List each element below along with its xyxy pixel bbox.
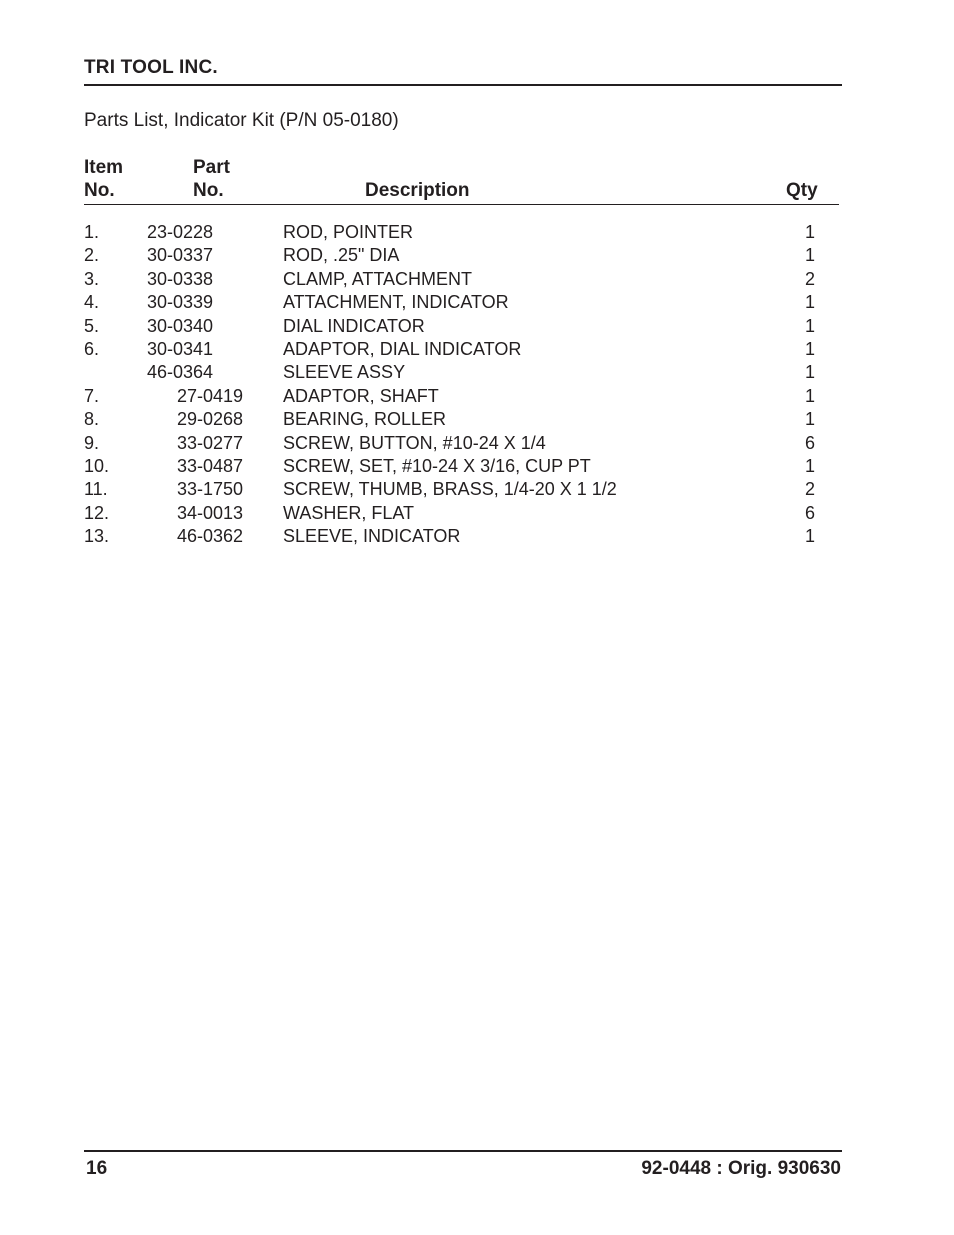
qty: 2	[804, 479, 815, 500]
part-no: 30-0340	[147, 315, 214, 336]
table-row	[0, 315, 954, 338]
part-header-line2: No.	[193, 180, 224, 201]
item-no: 1.	[84, 222, 100, 242]
table-row	[0, 385, 954, 408]
qty: 1	[804, 455, 815, 476]
qty: 1	[804, 338, 815, 359]
qty: 1	[804, 222, 815, 242]
parts-table	[0, 221, 954, 548]
description: SCREW, BUTTON, #10-24 X 1/4	[283, 432, 546, 453]
table-row	[0, 291, 954, 314]
item-no-header	[84, 156, 123, 202]
description: SCREW, THUMB, BRASS, 1/4-20 X 1 1/2	[283, 479, 617, 500]
item-header-line1: Item	[84, 157, 124, 178]
part-no: 33-1750	[177, 479, 244, 500]
qty: 1	[804, 245, 815, 266]
part-no: 46-0364	[147, 362, 214, 383]
part-no: 33-0487	[177, 455, 244, 476]
part-no: 30-0341	[147, 338, 214, 359]
item-header-line2: No.	[84, 180, 115, 201]
part-no: 30-0338	[147, 268, 214, 289]
table-row	[0, 338, 954, 361]
description: SCREW, SET, #10-24 X 3/16, CUP PT	[283, 455, 591, 476]
part-no: 34-0013	[177, 502, 244, 523]
page-number: 16	[86, 1158, 108, 1179]
item-no: 5.	[84, 315, 100, 336]
table-row	[0, 244, 954, 267]
description: BEARING, ROLLER	[283, 409, 447, 430]
part-no-header	[193, 156, 230, 202]
part-no: 29-0268	[177, 409, 244, 430]
description-header: Description	[365, 180, 470, 201]
footer-rule	[84, 1150, 842, 1152]
item-no: 8.	[84, 409, 100, 430]
table-row	[0, 432, 954, 455]
qty-header: Qty	[786, 180, 818, 201]
part-no: 30-0339	[147, 292, 214, 313]
item-no: 3.	[84, 268, 100, 289]
description: ADAPTOR, DIAL INDICATOR	[283, 338, 522, 359]
item-no: 11.	[84, 479, 108, 500]
qty: 1	[804, 526, 815, 547]
part-no: 30-0337	[147, 245, 214, 266]
item-no: 4.	[84, 292, 100, 313]
company-name: TRI TOOL INC.	[84, 57, 218, 78]
part-header-line1: Part	[193, 157, 230, 178]
table-header-rule	[84, 204, 839, 205]
part-no: 33-0277	[177, 432, 244, 453]
table-row	[0, 408, 954, 431]
part-no: 46-0362	[177, 526, 244, 547]
document-id: 92-0448 : Orig. 930630	[641, 1158, 841, 1179]
qty: 1	[804, 315, 815, 336]
qty: 1	[804, 385, 815, 406]
description: DIAL INDICATOR	[283, 315, 425, 336]
item-no: 13.	[84, 526, 110, 547]
qty: 6	[804, 432, 815, 453]
table-row	[0, 361, 954, 384]
description: ATTACHMENT, INDICATOR	[283, 292, 509, 313]
table-row	[0, 525, 954, 548]
qty: 2	[804, 268, 815, 289]
part-no: 27-0419	[177, 385, 244, 406]
qty: 6	[804, 502, 815, 523]
item-no: 12.	[84, 502, 110, 523]
item-no: 9.	[84, 432, 100, 453]
parts-list-title: Parts List, Indicator Kit (P/N 05-0180)	[84, 110, 399, 131]
qty: 1	[804, 292, 815, 313]
qty: 1	[804, 362, 815, 383]
description: ROD, .25" DIA	[283, 245, 400, 266]
description: SLEEVE ASSY	[283, 362, 406, 383]
item-no: 7.	[84, 385, 100, 406]
table-row	[0, 221, 954, 244]
table-row	[0, 502, 954, 525]
item-no: 10.	[84, 455, 110, 476]
description: ROD, POINTER	[283, 222, 414, 242]
description: WASHER, FLAT	[283, 502, 415, 523]
description: SLEEVE, INDICATOR	[283, 526, 461, 547]
part-no: 23-0228	[147, 222, 214, 242]
description: ADAPTOR, SHAFT	[283, 385, 439, 406]
qty: 1	[804, 409, 815, 430]
table-row	[0, 268, 954, 291]
description: CLAMP, ATTACHMENT	[283, 268, 473, 289]
item-no: 6.	[84, 338, 100, 359]
table-row	[0, 478, 954, 501]
item-no: 2.	[84, 245, 100, 266]
header-rule	[84, 84, 842, 86]
table-row	[0, 455, 954, 478]
